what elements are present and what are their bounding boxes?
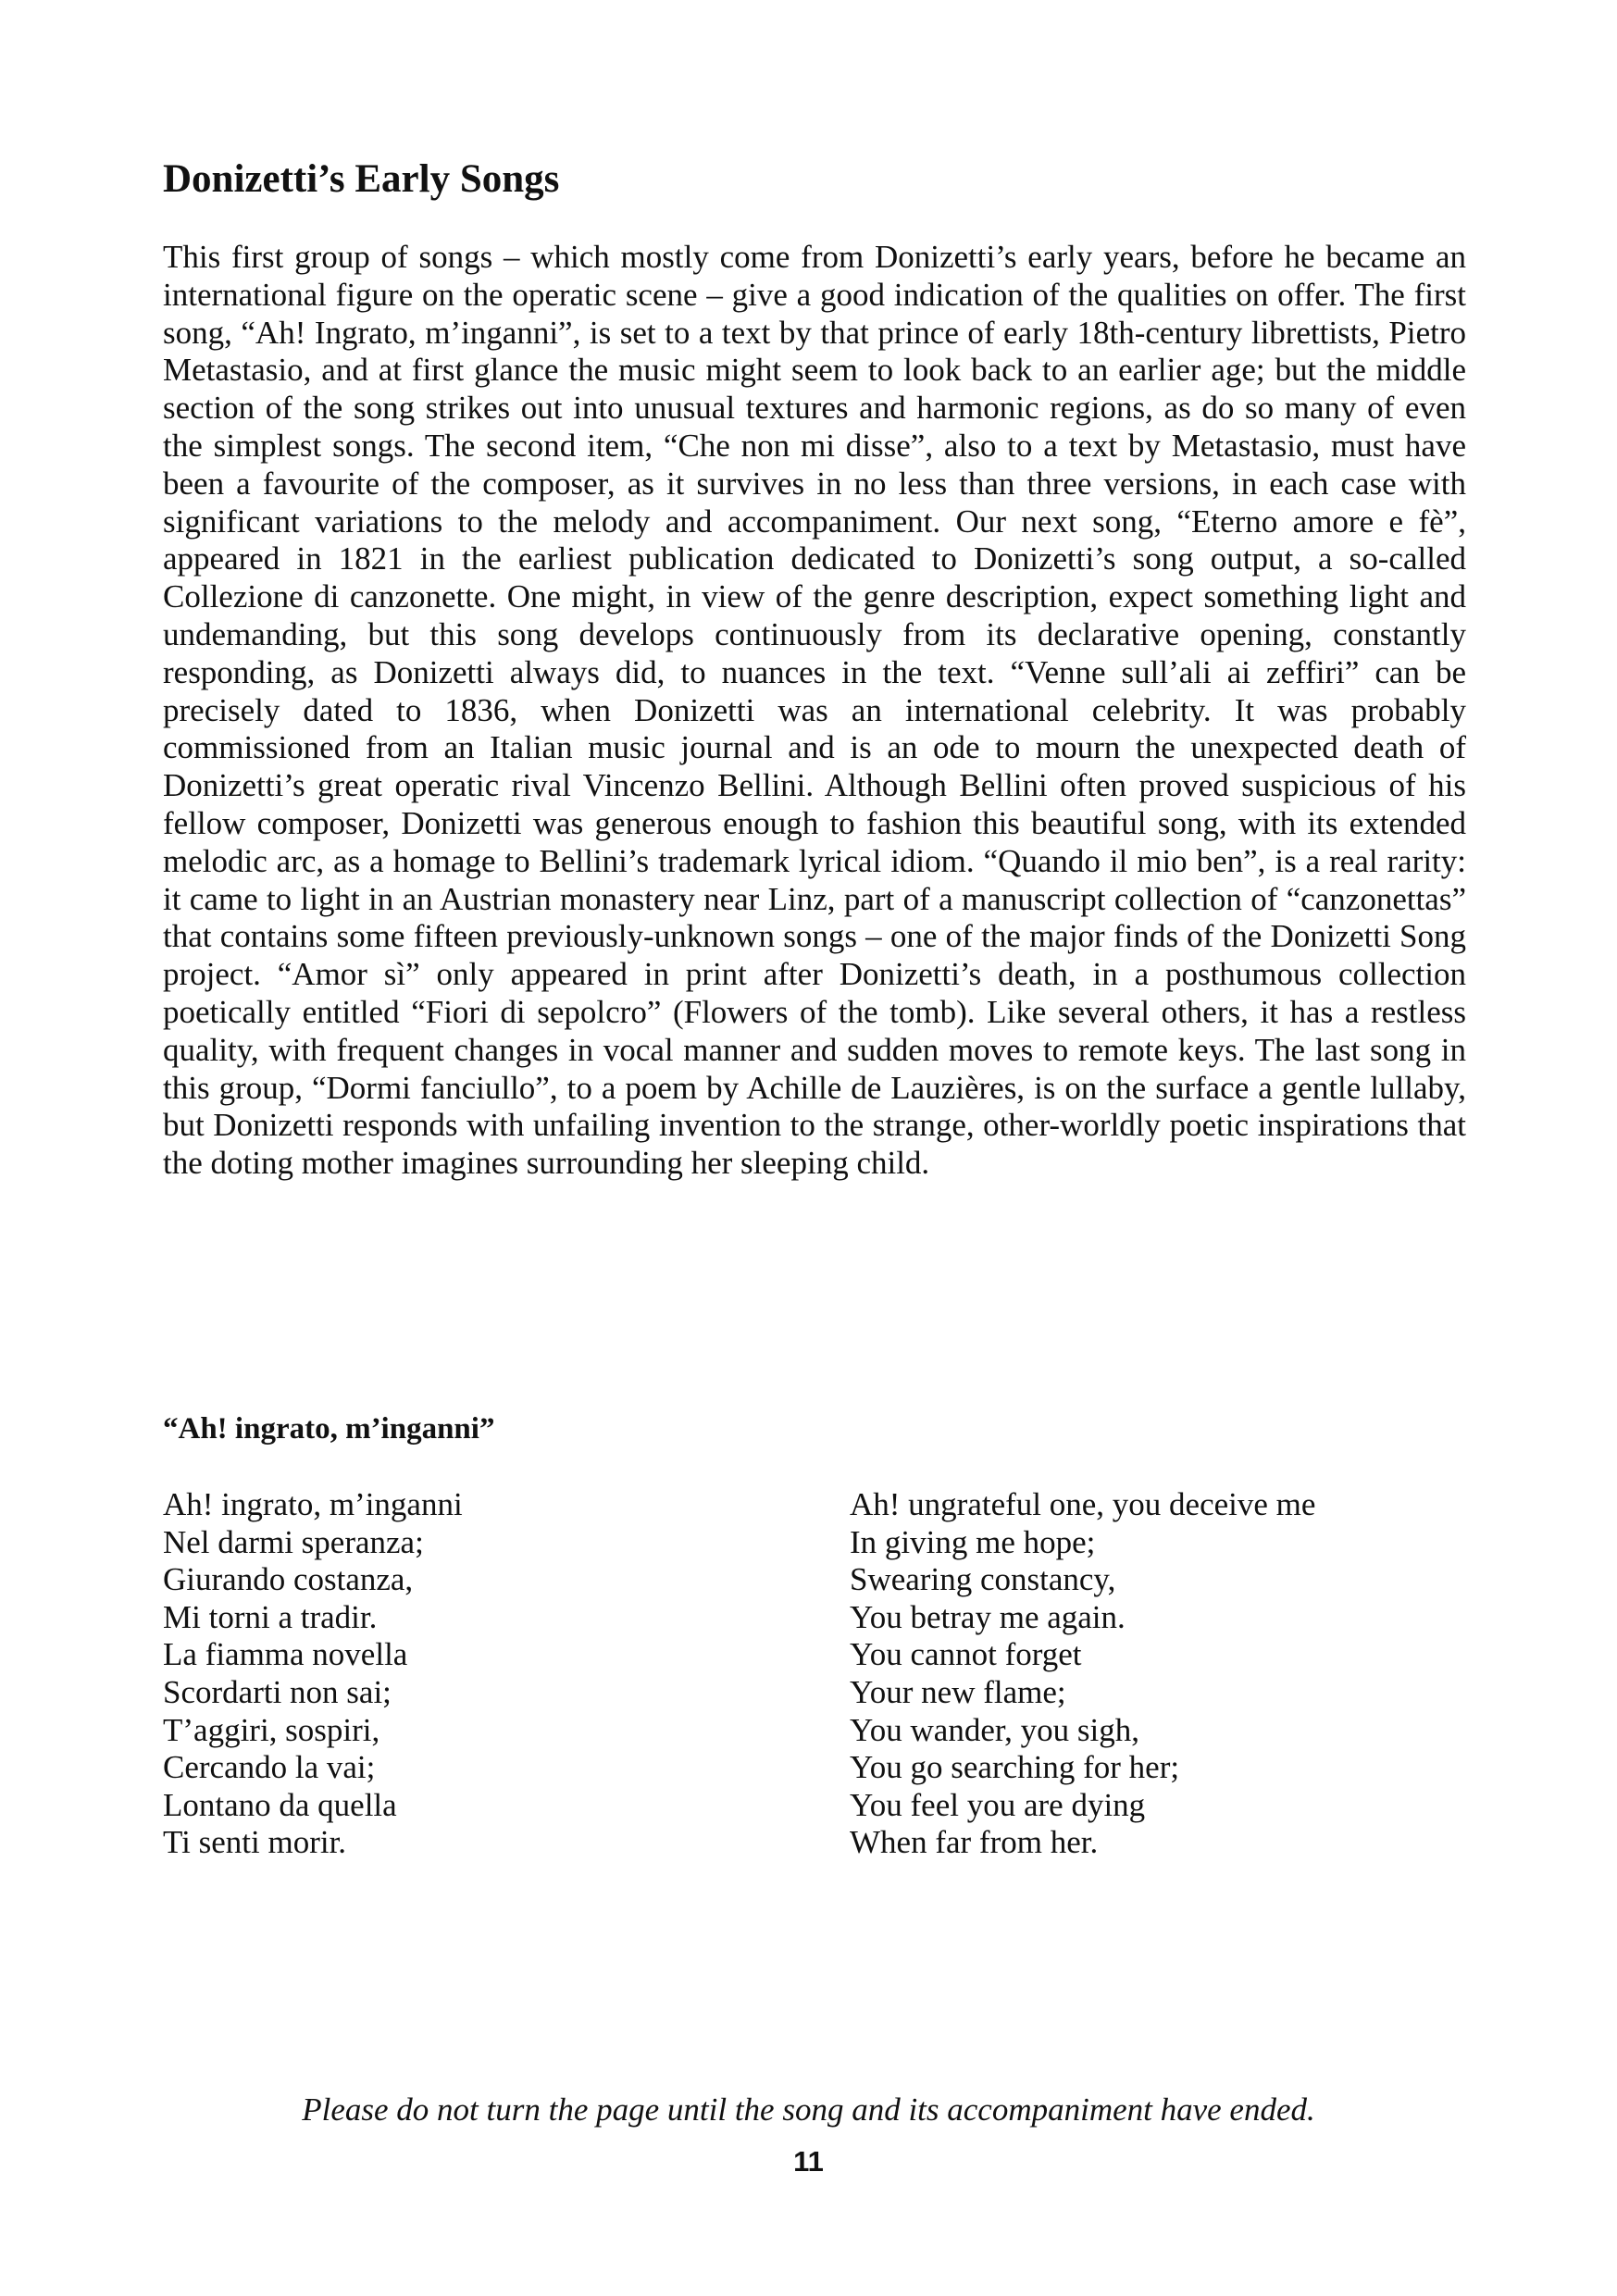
lyric-line: Lontano da quella	[163, 1786, 397, 1823]
italian-lyrics	[163, 1486, 774, 1862]
translation-line: In giving me hope;	[850, 1523, 1096, 1560]
translation-line: You go searching for her;	[850, 1749, 1180, 1786]
lyric-line: Nel darmi speranza;	[163, 1523, 424, 1560]
page-number: 11	[793, 2145, 824, 2178]
lyric-line: T’aggiri, sospiri,	[163, 1711, 380, 1748]
translation-line: Your new flame;	[850, 1673, 1066, 1710]
essay-paragraph: This first group of songs – which mostly come from Donizetti’s early years, before he became an international figure on the operatic scene – give a good indication of the qualities on offer. The first song, “Ah! Ingrato, m’inganni”, is set to a text by that prince of early 18th-century librettists, Pietro Metastasio, and at first glance the music might seem to look back to an earlier age; but the middle section of the song strikes out into unusual textures and harmonic regions, as do so many of even the simplest songs. The second item, “Che non mi disse”, also to a text by Metastasio, must have been a favourite of the composer, as it survives in no less than three versions, in each case with significant variations to the melody and accompaniment. Our next song, “Eterno amore e fè”, appeared in 1821 in the earliest publication dedicated to Donizetti’s song output, a so-called Collezione di canzonette. One might, in view of the genre description, expect something light and undemanding, but this song develops continuously from its declarative opening, constantly responding, as Donizetti always did, to nuances in the text. “Venne sull’ali ai zeffiri” can be precisely dated to 1836, when Donizetti was an international celebrity. It was probably commissioned from an Italian music journal and is an ode to mourn the unexpected death of Donizetti’s great operatic rival Vincenzo Bellini. Although Bellini often proved suspicious of his fellow composer, Donizetti was generous enough to fashion this beautiful song, with its extended melodic arc, as a homage to Bellini’s trademark lyrical idiom. “Quando il mio ben”, is a real rarity: it came to light in an Austrian monastery near Linz, part of a manuscript collection of “canzonettas” that contains some fifteen previously-unknown songs – one of the major finds of the Donizetti Song project. “Amor sì” only appeared in print after Donizetti’s death, in a posthumous collection poetically entitled “Fiori di sepolcro” (Flowers of the tomb). Like several others, it has a restless quality, with frequent changes in vocal manner and sudden moves to remote keys. The last song in this group, “Dormi fanciullo”, to a poem by Achille de Lauzières, is on the surface a gentle lullaby, but Donizetti responds with unfailing invention to the strange, other-worldly poetic inspirations that the doting mother imagines surrounding her sleeping child.	[163, 239, 1466, 1182]
translation-line: You betray me again.	[850, 1598, 1126, 1635]
page-title: Donizetti’s Early Songs	[163, 157, 560, 201]
english-translation	[850, 1486, 1498, 1862]
song-title: “Ah! ingrato, m’inganni”	[163, 1412, 495, 1446]
lyric-line: Ti senti morir.	[163, 1824, 347, 1861]
translation-line: You cannot forget	[850, 1636, 1082, 1673]
translation-line: Swearing constancy,	[850, 1561, 1116, 1598]
lyric-line: La fiamma novella	[163, 1636, 408, 1673]
lyric-line: Giurando costanza,	[163, 1561, 414, 1598]
translation-line: Ah! ungrateful one, you deceive me	[850, 1486, 1316, 1522]
lyric-line: Cercando la vai;	[163, 1749, 376, 1786]
lyric-line: Scordarti non sai;	[163, 1673, 392, 1710]
lyric-line: Ah! ingrato, m’inganni	[163, 1486, 463, 1522]
lyric-line: Mi torni a tradir.	[163, 1598, 378, 1635]
translation-line: You wander, you sigh,	[850, 1711, 1139, 1748]
translation-line: You feel you are dying	[850, 1786, 1146, 1823]
page-turn-notice: Please do not turn the page until the song and its accompaniment have ended.	[302, 2091, 1315, 2128]
translation-line: When far from her.	[850, 1824, 1099, 1861]
